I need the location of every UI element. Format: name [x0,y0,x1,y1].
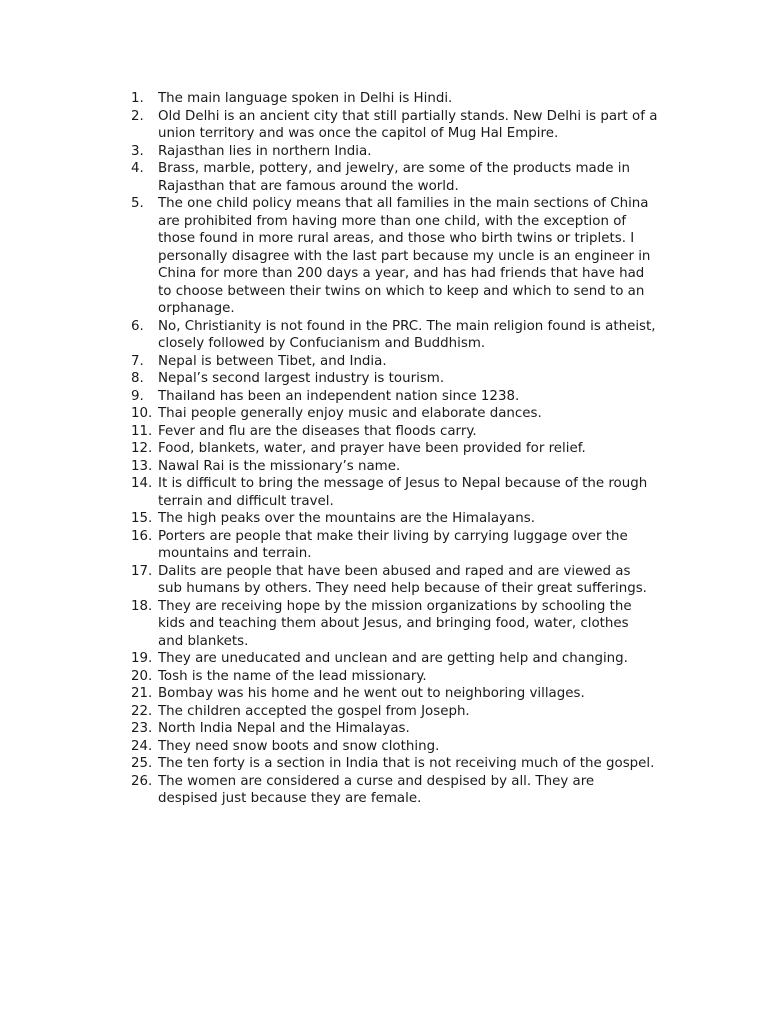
item-number: 24. [131,738,153,754]
item-number: 20. [131,668,153,684]
list-item [131,108,658,143]
list-item [131,773,658,808]
list-item [131,755,658,773]
item-text: The one child policy means that all families in the main sections of China are prohibited from having more than one child, with the exception of those found in more rural areas, and those who birth twins or triplets. I personally disagree with the last part because my uncle is an engineer in China for more than 200 days a year, and has had friends that have had to choose between their twins on which to keep and which to send to an orphanage. [158,196,651,316]
list-item [131,440,658,458]
item-number: 3. [131,143,144,159]
item-text: Thailand has been an independent nation since 1238. [158,388,520,404]
list-item [131,458,658,476]
list-item [131,388,658,406]
item-text: Rajasthan lies in northern India. [158,143,372,159]
item-text: The women are considered a curse and despised by all. They are despised just because they are female. [158,773,595,806]
item-number: 16. [131,528,153,544]
item-number: 8. [131,371,144,386]
item-text: Nawal Rai is the missionary’s name. [158,458,401,474]
item-text: Food, blankets, water, and prayer have been provided for relief. [158,441,586,456]
item-text: Bombay was his home and he went out to neighboring villages. [158,686,585,701]
item-number: 4. [131,161,144,176]
list-item [131,685,658,703]
list-item [131,160,658,195]
item-text: The children accepted the gospel from Joseph. [158,703,470,719]
item-text: Nepal’s second largest industry is tourism. [158,371,445,386]
item-text: The main language spoken in Delhi is Hindi. [158,91,453,106]
item-number: 5. [131,196,144,211]
item-number: 11. [131,423,153,439]
item-number: 19. [131,651,153,666]
item-number: 1. [131,91,144,106]
list-item [131,353,658,371]
list-item [131,475,658,510]
item-number: 2. [131,108,144,124]
item-text: Brass, marble, pottery, and jewelry, are some of the products made in Rajasthan that are famous around the world. [158,161,630,194]
item-text: Nepal is between Tibet, and India. [158,353,387,369]
list-item [131,90,658,108]
item-number: 15. [131,511,153,526]
item-text: Dalits are people that have been abused and raped and are viewed as sub humans by others. They need help because of their great sufferings. [158,563,647,596]
list-item [131,143,658,161]
answer-list [131,90,658,808]
item-number: 12. [131,441,153,456]
item-number: 25. [131,756,153,771]
list-item [131,195,658,318]
item-text: Fever and flu are the diseases that floods carry. [158,423,477,439]
item-number: 23. [131,721,153,736]
item-number: 21. [131,686,153,701]
item-text: They need snow boots and snow clothing. [158,738,440,754]
item-number: 7. [131,353,144,369]
item-text: No, Christianity is not found in the PRC. The main religion found is atheist, closely followed by Confucianism and Buddhism. [158,318,656,351]
item-text: They are receiving hope by the mission organizations by schooling the kids and teaching them about Jesus, and bringing food, water, clothes and blankets. [158,598,632,649]
item-text: Tosh is the name of the lead missionary. [158,668,427,684]
item-number: 13. [131,458,153,474]
list-item [131,738,658,756]
item-number: 17. [131,563,153,579]
item-number: 14. [131,476,153,491]
list-item [131,510,658,528]
item-text: It is difficult to bring the message of Jesus to Nepal because of the rough terrain and difficult travel. [158,476,648,509]
list-item [131,423,658,441]
item-text: Old Delhi is an ancient city that still partially stands. New Delhi is part of a union territory and was once the capitol of Mug Hal Empire. [158,108,658,141]
list-item [131,528,658,563]
item-text: They are uneducated and unclean and are getting help and changing. [158,651,628,666]
list-item [131,668,658,686]
item-number: 6. [131,318,144,334]
item-number: 22. [131,703,153,719]
list-item [131,598,658,651]
item-text: The ten forty is a section in India that is not receiving much of the gospel. [158,756,655,771]
item-number: 9. [131,388,144,404]
list-item [131,703,658,721]
list-item [131,318,658,353]
list-item [131,563,658,598]
item-text: Porters are people that make their living by carrying luggage over the mountains and terrain. [158,528,628,561]
item-text: Thai people generally enjoy music and elaborate dances. [158,406,542,421]
item-text: The high peaks over the mountains are the Himalayans. [158,511,535,526]
list-item [131,370,658,388]
list-item [131,720,658,738]
item-text: North India Nepal and the Himalayas. [158,721,410,736]
list-item [131,650,658,668]
list-item [131,405,658,423]
item-number: 10. [131,406,153,421]
item-number: 26. [131,773,153,789]
item-number: 18. [131,598,153,614]
